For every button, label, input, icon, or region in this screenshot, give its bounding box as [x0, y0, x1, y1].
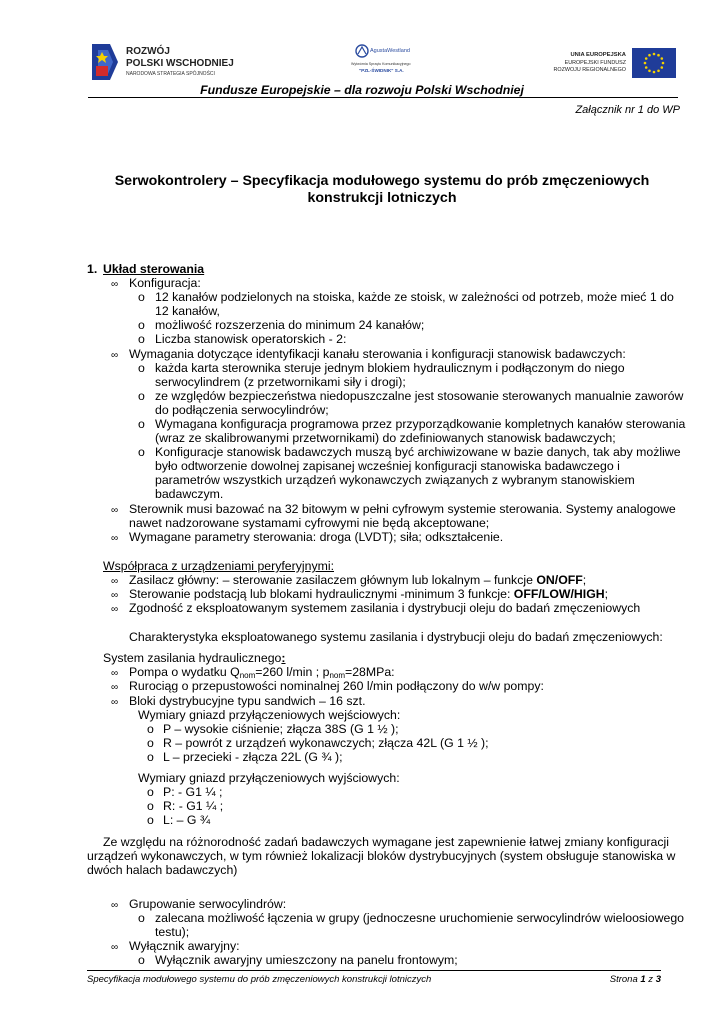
main-power-functions: ON/OFF — [536, 573, 583, 587]
rpw-logo-subtitle: NARODOWA STRATEGIA SPÓJNOŚCI — [126, 71, 215, 77]
ue-logo-fund-2: ROZWOJU REGIONALNEGO — [553, 67, 626, 73]
bullet-icon: ∞ — [111, 604, 119, 615]
emergency-label: Wyłącznik awaryjny: — [129, 939, 240, 953]
page-of: z — [645, 974, 656, 985]
hydraulics-heading-text: System zasilania hydraulicznego — [103, 651, 282, 665]
ue-logo-title: UNIA EUROPEJSKA — [570, 52, 626, 58]
ue-logo-fund-1: EUROPEJSKI FUNDUSZ — [564, 60, 626, 66]
configuration-paragraph-line-3: dwóch halach badawczych) — [87, 863, 238, 877]
bullet-icon: ∞ — [111, 682, 119, 693]
bullet-icon: ∞ — [111, 900, 119, 911]
pump-flow: =260 l/min ; p — [255, 665, 330, 679]
main-power-text: Zasilacz główny: – sterowanie zasilaczem głównym lub lokalnym – funkcje — [129, 573, 537, 587]
circle-bullet-icon: o — [138, 953, 145, 967]
pzl-logo-line: "PZL-ŚWIDNIK" S.A. — [359, 68, 404, 73]
config-item-2: możliwość rozszerzenia do minimum 24 kanałów; — [155, 318, 425, 332]
bullet-icon: ∞ — [111, 668, 119, 679]
bullet-icon: ∞ — [111, 533, 119, 544]
req-item-3-line-1: Wymagana konfiguracja programowa przez przyporządkowanie kompletnych kanałów sterowania — [155, 417, 686, 431]
emergency-item: Wyłącznik awaryjny umieszczony na panelu frontowym; — [155, 953, 458, 967]
bullet-icon: ∞ — [111, 350, 119, 361]
req-item-4-line-3: parametrów wszystkich urządzeń wykonawczych związanych z wybranym stanowiskiem — [155, 473, 635, 487]
circle-bullet-icon: o — [147, 799, 154, 813]
pump-p-subscript: nom — [329, 671, 346, 680]
req-item-4-line-4: badawczym. — [155, 487, 224, 501]
circle-bullet-icon: o — [147, 722, 154, 736]
bullet-icon: ∞ — [111, 505, 119, 516]
grouping-item-line-1: zalecana możliwość łączenia w grupy (jednoczesne uruchomienie serwocylindrów wieloosiowego — [155, 911, 685, 925]
req-item-3-line-2: (wraz ze skalibrowanymi przetwornikami) do zdefiniowanych stanowisk badawczych; — [155, 431, 616, 445]
bullet-icon: ∞ — [111, 590, 119, 601]
grouping-label: Grupowanie serwocylindrów: — [129, 897, 287, 911]
substation-end: ; — [604, 587, 609, 601]
grouping-item-line-2: testu); — [155, 925, 190, 939]
requirements-label: Wymagania dotyczące identyfikacji kanału sterowania i konfiguracji stanowisk badawczych: — [129, 347, 626, 361]
inlet-socket-l: L – przecieki - złącza 22L (G ¾ ); — [163, 750, 343, 764]
page-title-line-1: Serwokontrolery – Specyfikacja modułowego systemu do prób zmęczeniowych — [114, 173, 650, 189]
pump-spec — [129, 666, 395, 680]
circle-bullet-icon: o — [138, 445, 145, 459]
distribution-blocks: Bloki dystrybucyjne typu sandwich – 16 szt. — [129, 694, 366, 708]
rpw-emblem-icon — [88, 42, 122, 82]
pump-text: Pompa o wydatku Q — [129, 665, 240, 679]
wsk-logo-line: Wytwórnia Sprzętu Komunikacyjnego — [351, 62, 411, 66]
substation-text: Sterowanie podstacją lub blokami hydraulicznymi -minimum 3 funkcje: — [129, 587, 514, 601]
circle-bullet-icon: o — [147, 785, 154, 799]
digital-requirement-line-2: nawet nadzorowane systamami cyfrowymi nie będą akceptowane; — [129, 516, 490, 530]
footer-page-number — [610, 974, 661, 985]
req-item-1-line-2: serwocylindrem (z przetwornikami siły i drogi); — [155, 375, 406, 389]
page-title-line-2: konstrukcji lotniczych — [307, 190, 457, 206]
outlet-socket-p: P: - G1 ¼ ; — [163, 785, 223, 799]
circle-bullet-icon: o — [138, 332, 145, 346]
hydraulics-heading — [103, 652, 286, 666]
config-item-1-cont: 12 kanałów, — [155, 304, 220, 318]
digital-requirement-line-1: Sterownik musi bazować na 32 bitowym w pełni cyfrowym systemie sterowania. Systemy analogowe — [129, 502, 676, 516]
peripheral-compatibility: Zgodność z eksploatowanym systemem zasilania i dystrybucji oleju do badań zmęczeniowych — [129, 601, 641, 615]
page-word: Strona — [609, 974, 641, 985]
req-item-4-line-1: Konfiguracje stanowisk badawczych muszą być archiwizowane w bazie danych, tak aby możliwe — [155, 445, 681, 459]
agusta-logo-name: AgustaWestland — [370, 48, 410, 54]
req-item-4-line-2: było odtworzenie dowolnej zapisanej wcześniej konfiguracji stanowiska badawczego i — [155, 459, 620, 473]
circle-bullet-icon: o — [138, 361, 145, 375]
logo-rozwoj-polski-wschodniej — [88, 42, 238, 84]
main-power-end: ; — [582, 573, 587, 587]
bullet-icon: ∞ — [111, 576, 119, 587]
header-tagline: Fundusze Europejskie – dla rozwoju Polski Wschodniej — [200, 83, 524, 97]
circle-bullet-icon: o — [138, 318, 145, 332]
outlet-socket-r: R: - G1 ¼ ; — [163, 799, 224, 813]
circle-bullet-icon: o — [147, 813, 154, 827]
logo-agusta-pzl — [342, 42, 418, 84]
outlet-socket-l: L: – G ¾ — [163, 813, 211, 827]
config-label: Konfiguracja: — [129, 276, 201, 290]
section-heading: Układ sterowania — [103, 262, 205, 276]
configuration-paragraph-line-1: Ze względu na różnorodność zadań badawczych wymagane jest zapewnienie łatwej zmiany konfiguracji — [103, 835, 669, 849]
circle-bullet-icon: o — [138, 911, 145, 925]
req-item-2-line-2: do podłączenia serwocylindrów; — [155, 403, 329, 417]
peripheral-substation — [129, 588, 608, 602]
circle-bullet-icon: o — [147, 736, 154, 750]
outlet-sockets-heading: Wymiary gniazd przyłączeniowych wyjściowych: — [138, 771, 400, 785]
req-item-2-line-1: ze względów bezpieczeństwa niedopuszczalne jest stosowanie sterowanych manualnie zaworów — [155, 389, 684, 403]
substation-functions: OFF/LOW/HIGH — [513, 587, 605, 601]
bullet-icon: ∞ — [111, 279, 119, 290]
req-item-1-line-1: każda karta sterownika steruje jednym blokiem hydraulicznym i podłączonym do niego — [155, 361, 625, 375]
peripheral-main-power — [129, 574, 586, 588]
footer-document-title: Specyfikacja modułowego systemu do prób zmęczeniowych konstrukcji lotniczych — [87, 974, 432, 985]
pump-pressure: =28MPa: — [345, 665, 395, 679]
pipeline-spec: Rurociąg o przepustowości nominalnej 260 l/min podłączony do w/w pompy: — [129, 679, 544, 693]
circle-bullet-icon: o — [147, 750, 154, 764]
bullet-icon: ∞ — [111, 697, 119, 708]
hydraulics-heading-colon: : — [281, 651, 286, 665]
page-current: 1 — [640, 974, 646, 985]
logo-unia-europejska — [553, 46, 676, 80]
inlet-socket-p: P – wysokie ciśnienie; złącza 38S (G 1 ½ ); — [163, 722, 399, 736]
configuration-paragraph-line-2: urządzeń wykonawczych, w tym również lokalizacji bloków dystrybucyjnych (system obsługuje stanowiska w — [87, 849, 676, 863]
inlet-socket-r: R – powrót z urządzeń wykonawczych; złącza 42L (G 1 ½ ); — [163, 736, 489, 750]
circle-bullet-icon: o — [138, 389, 145, 403]
circle-bullet-icon: o — [138, 290, 145, 304]
agusta-emblem-icon — [355, 44, 369, 58]
control-parameters: Wymagane parametry sterowania: droga (LVDT); siła; odkształcenie. — [129, 530, 504, 544]
attachment-note: Załącznik nr 1 do WP — [575, 104, 680, 116]
inlet-sockets-heading: Wymiary gniazd przyłączeniowych wejściowych: — [138, 708, 401, 722]
system-characteristics: Charakterystyka eksploatowanego systemu zasilania i dystrybucji oleju do badań zmęczeniowych: — [129, 630, 663, 644]
circle-bullet-icon: o — [138, 417, 145, 431]
eu-flag-icon — [632, 48, 676, 78]
header-rule — [88, 97, 678, 98]
config-item-1: 12 kanałów podzielonych na stoiska, każde ze stoisk, w zależności od potrzeb, może mieć 1 do — [155, 290, 674, 304]
footer-rule — [87, 970, 661, 971]
section-number: 1. — [87, 262, 98, 276]
rpw-logo-title-1: ROZWÓJ — [126, 46, 170, 57]
page-total: 3 — [655, 974, 661, 985]
bullet-icon: ∞ — [111, 942, 119, 953]
pump-q-subscript: nom — [239, 671, 256, 680]
rpw-logo-title-2: POLSKI WSCHODNIEJ — [126, 58, 234, 69]
peripherals-heading: Współpraca z urządzeniami peryferyjnymi: — [103, 559, 334, 573]
config-item-3: Liczba stanowisk operatorskich - 2: — [155, 332, 347, 346]
